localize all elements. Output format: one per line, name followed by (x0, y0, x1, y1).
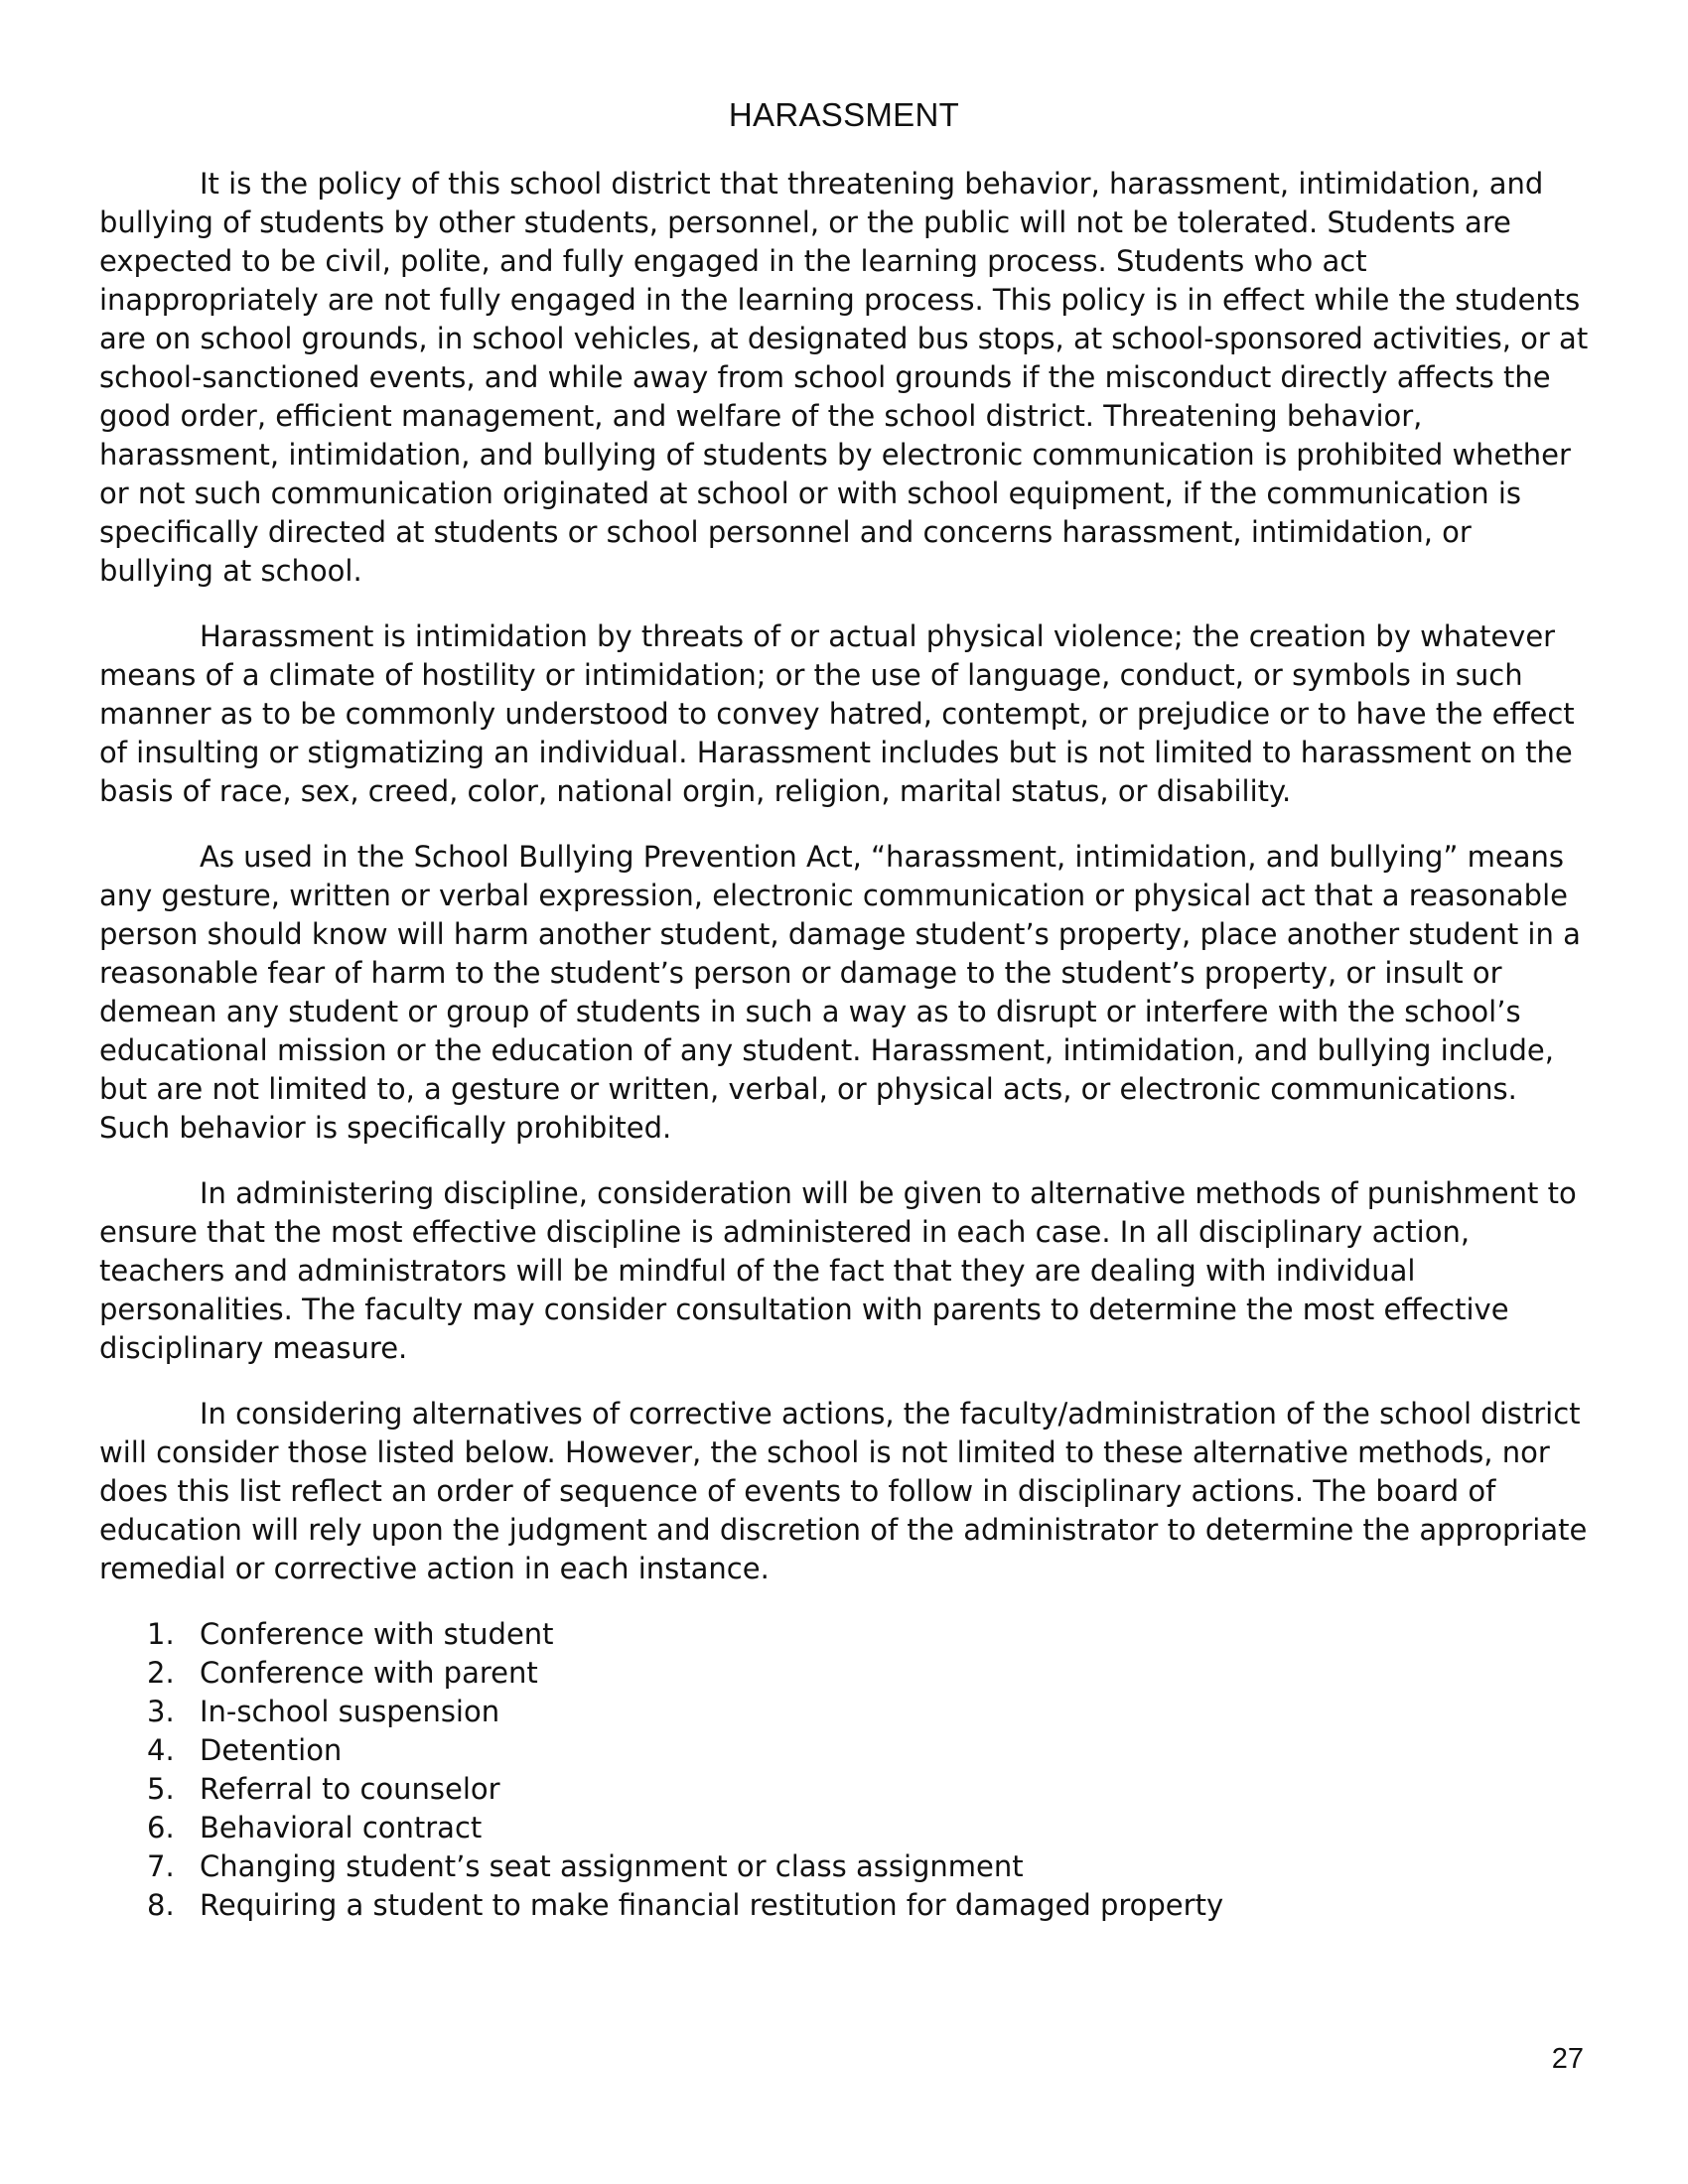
list-item-number: 1. (147, 1617, 175, 1651)
list-item-text: Changing student’s seat assignment or class assignment (200, 1849, 1024, 1883)
list-item (99, 1615, 1589, 1654)
page-title: HARASSMENT (728, 96, 960, 133)
paragraph-policy: It is the policy of this school district that threatening behavior, harassment, intimidation, and bullying of students by other students, personnel, or the public will not be tolerated. Students are expected to be civil, polite, and fully engaged in the learning process. Students who act inappropriately are not fully engaged in the learning process. This policy is in effect while the students are on school grounds, in school vehicles, at designated bus stops, at school-sponsored activities, or at school-sanctioned events, and while away from school grounds if the misconduct directly affects the good order, efficient management, and welfare of the school district. Threatening behavior, harassment, intimidation, and bullying of students by electronic communication is prohibited whether or not such communication originated at school or with school equipment, if the communication is specifically directed at students or school personnel and concerns harassment, intimidation, or bullying at school. (99, 167, 1589, 588)
page-number: 27 (1551, 2043, 1584, 2075)
list-item-number: 6. (147, 1811, 175, 1844)
list-item-text: Behavioral contract (200, 1811, 483, 1844)
list-item-number: 5. (147, 1772, 175, 1806)
list-item-number: 2. (147, 1656, 175, 1690)
list-item (99, 1654, 1589, 1693)
paragraph-bullying-act: As used in the School Bullying Prevention Act, “harassment, intimidation, and bullying” means any gesture, written or verbal expression, electronic communication or physical act that a reasonable person should know will harm another student, damage student’s property, place another student in a reasonable fear of harm to the student’s person or damage to the student’s property, or insult or demean any student or group of students in such a way as to disrupt or interfere with the school’s educational mission or the education of any student. Harassment, intimidation, and bullying include, but are not limited to, a gesture or written, verbal, or physical acts, or electronic communications. Such behavior is specifically prohibited. (99, 840, 1581, 1145)
paragraph-harassment-definition: Harassment is intimidation by threats of or actual physical violence; the creation by whatever means of a climate of hostility or intimidation; or the use of language, conduct, or symbols in such manner as to be commonly understood to convey hatred, contempt, or prejudice or to have the effect of insulting or stigmatizing an individual. Harassment includes but is not limited to harassment on the basis of race, sex, creed, color, national orgin, religion, marital status, or disability. (99, 619, 1575, 808)
list-item-text: Referral to counselor (200, 1772, 500, 1806)
corrective-actions-list (99, 1615, 1589, 1925)
list-item-number: 8. (147, 1888, 175, 1922)
list-item (99, 1809, 1589, 1847)
list-item-text: Conference with parent (200, 1656, 538, 1690)
list-item (99, 1886, 1589, 1925)
document-body (99, 165, 1589, 1925)
list-item (99, 1847, 1589, 1886)
list-item-number: 7. (147, 1849, 175, 1883)
list-item-text: In-school suspension (200, 1695, 500, 1728)
list-item-number: 4. (147, 1733, 175, 1767)
list-item (99, 1693, 1589, 1731)
paragraph-discipline: In administering discipline, consideration will be given to alternative methods of punishment to ensure that the most effective discipline is administered in each case. In all disciplinary action, teachers and administrators will be mindful of the fact that they are dealing with individual personalities. The faculty may consider consultation with parents to determine the most effective disciplinary measure. (99, 1176, 1577, 1365)
list-item-text: Conference with student (200, 1617, 554, 1651)
list-item (99, 1770, 1589, 1809)
list-item-number: 3. (147, 1695, 175, 1728)
paragraph-corrective-actions: In considering alternatives of corrective actions, the faculty/administration of the school district will consider those listed below. However, the school is not limited to these alternative methods, nor does this list reflect an order of sequence of events to follow in disciplinary actions. The board of education will rely upon the judgment and discretion of the administrator to determine the appropriate remedial or corrective action in each instance. (99, 1397, 1588, 1585)
list-item-text: Requiring a student to make financial restitution for damaged property (200, 1888, 1224, 1922)
list-item-text: Detention (200, 1733, 343, 1767)
list-item (99, 1731, 1589, 1770)
